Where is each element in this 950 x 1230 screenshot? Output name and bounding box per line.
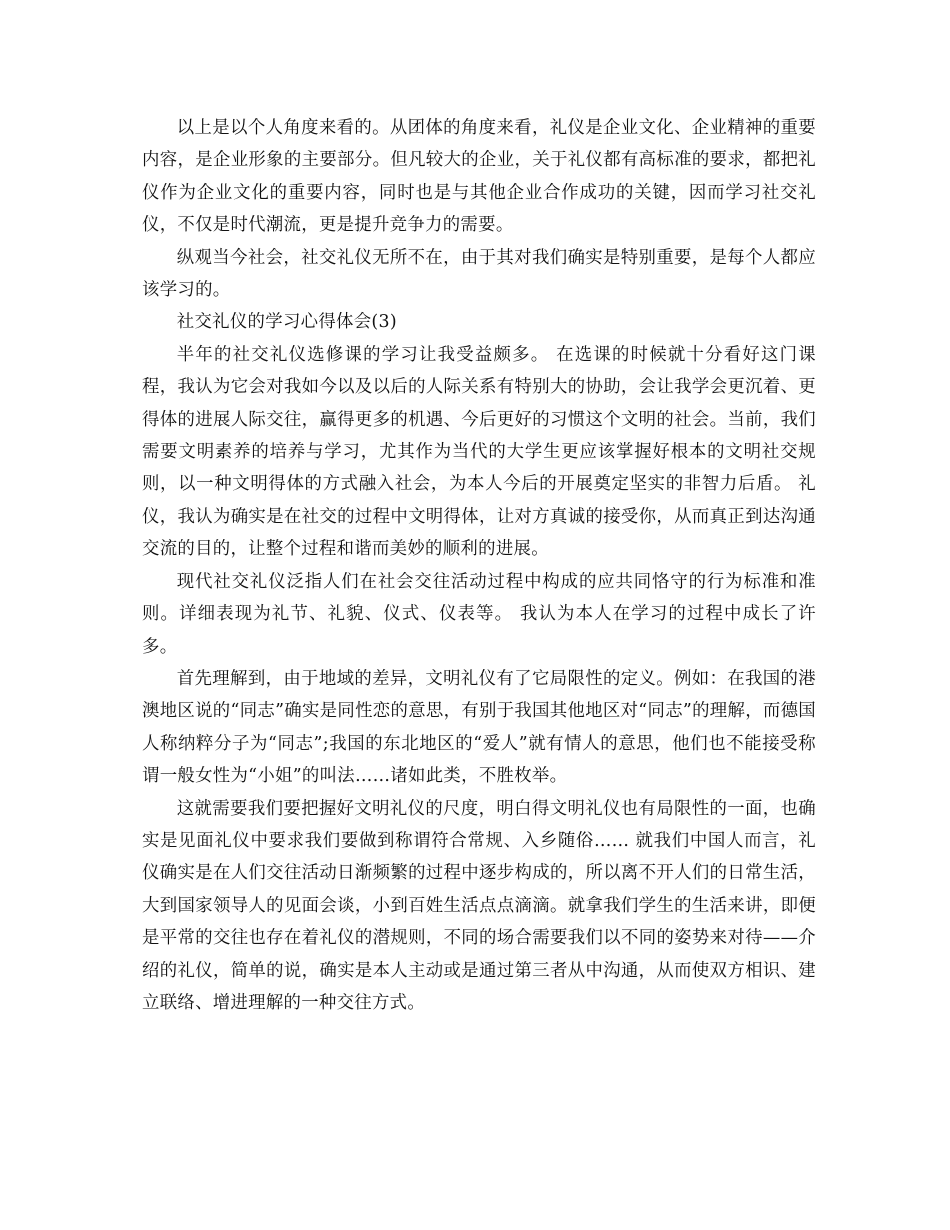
paragraph-regional-differences: 首先理解到，由于地域的差异，文明礼仪有了它局限性的定义。例如：在我国的港澳地区说的“同志”确实是同性恋的意思，有别于我国其他地区对“同志”的理解，而德国人称纳粹分子为“同志”;我国的东北地区的“爱人”就有情人的意思，他们也不能接受称谓一般女性为“小姐”的叫法……诸如此类，不胜枚举。 [142, 668, 816, 787]
paragraph-social-etiquette-everywhere: 纵观当今社会，社交礼仪无所不在，由于其对我们确实是特别重要，是每个人都应该学习的。 [142, 247, 816, 301]
paragraph-course-experience: 半年的社交礼仪选修课的学习让我受益颇多。 在选课的时候就十分看好这门课程，我认为它会对我如今以及以后的人际关系有特别大的协助，会让我学会更沉着、更得体的进展人际交往，赢得更多的机遇、今后更好的习惯这个文明的社会。当前，我们需要文明素养的培养与学习，尤其作为当代的大学生更应该掌握好根本的文明社交规则，以一种文明得体的方式融入社会，为本人今后的开展奠定坚实的非智力后盾。 礼仪，我认为确实是在社交的过程中文明得体，让对方真诚的接受你，从而真正到达沟通交流的目的，让整个过程和谐而美妙的顺利的进展。 [142, 344, 816, 560]
paragraph-group-perspective: 以上是以个人角度来看的。从团体的角度来看，礼仪是企业文化、企业精神的重要内容，是企业形象的主要部分。但凡较大的企业，关于礼仪都有高标准的要求，都把礼仪作为企业文化的重要内容，同时也是与其他企业合作成功的关键，因而学习社交礼仪，不仅是时代潮流，更是提升竞争力的需要。 [142, 118, 816, 236]
section-heading: 社交礼仪的学习心得体会(3) [176, 312, 397, 333]
paragraph-etiquette-scale: 这就需要我们要把握好文明礼仪的尺度，明白得文明礼仪也有局限性的一面，也确实是见面礼仪中要求我们要做到称谓符合常规、入乡随俗…… 就我们中国人而言，礼仪确实是在人们交往活动日渐频繁的过程中逐步构成的，所以离不开人们的日常生活，大到国家领导人的见面会谈，小到百姓生活点点滴滴。就拿我们学生的生活来讲，即便是平常的交往也存在着礼仪的潜规则，不同的场合需要我们以不同的姿势来对待——介绍的礼仪，简单的说，确实是本人主动或是通过第三者从中沟通，从而使双方相识、建立联络、增进理解的一种交往方式。 [142, 798, 816, 1013]
paragraph-modern-etiquette: 现代社交礼仪泛指人们在社会交往活动过程中构成的应共同恪守的行为标准和准则。详细表现为礼节、礼貌、仪式、仪表等。 我认为本人在学习的过程中成长了许多。 [142, 571, 816, 657]
document-body [142, 112, 816, 1019]
